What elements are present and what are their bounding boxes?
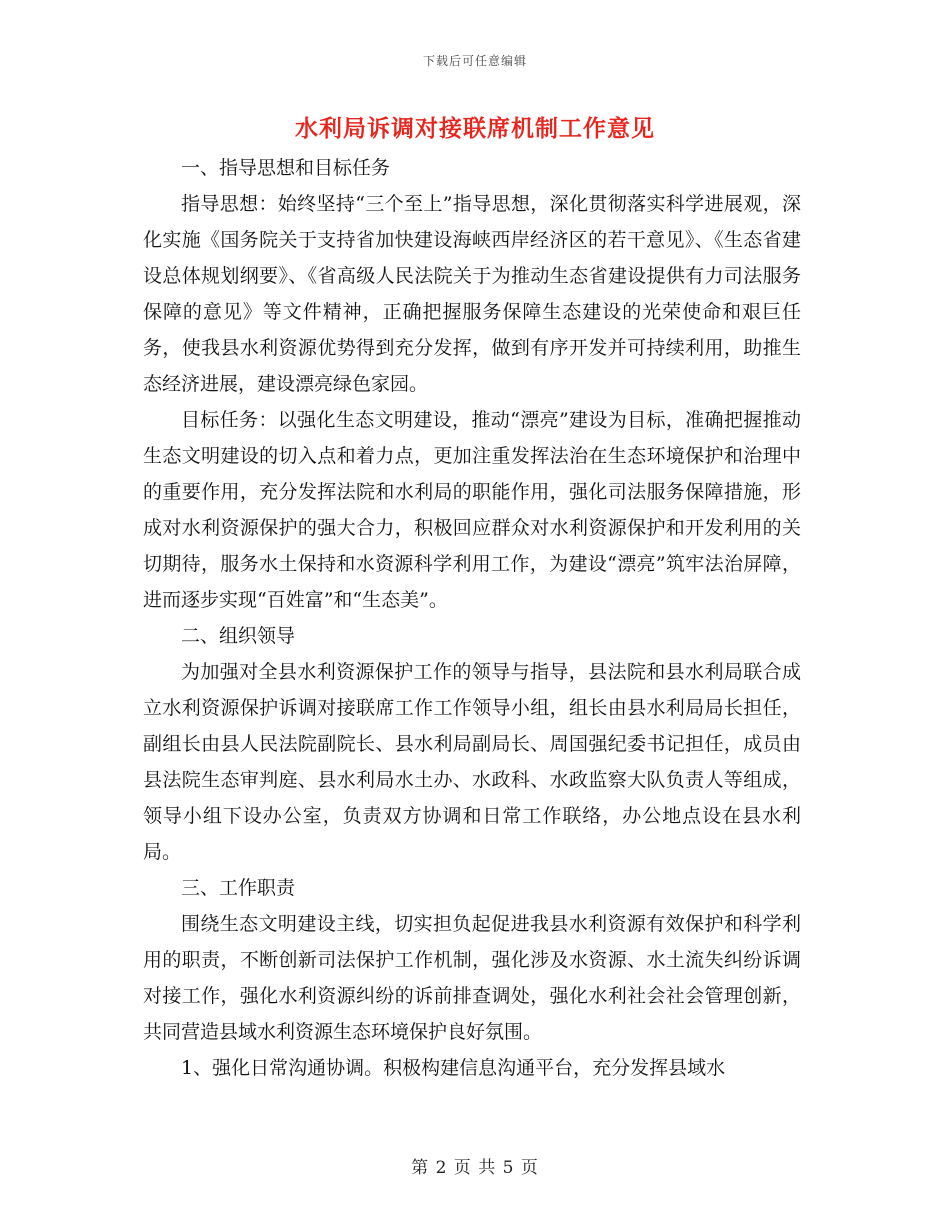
paragraph-duties: 围绕生态文明建设主线，切实担负起促进我县水利资源有效保护和科学利用的职责，不断创新司法保护工作机制，强化涉及水资源、水土流失纠纷诉调对接工作，强化水利资源纠纷的诉前排查调处，强化水利社会社会管理创新，共同营造县域水利资源生态环境保护良好氛围。 [143,913,801,1043]
section-heading-organization: 二、组织领导 [181,625,296,647]
paragraph-guiding-thought: 指导思想：始终坚持“三个至上”指导思想，深化贯彻落实科学进展观，深化实施《国务院关于支持省加快建设海峡西岸经济区的若干意见》、《生态省建设总体规划纲要》、《省高级人民法院关于为推动生态省建设提供有力司法服务保障的意见》等文件精神，正确把握服务保障生态建设的光荣使命和艰巨任务，使我县水利资源优势得到充分发挥，做到有序开发并可持续利用，助推生态经济进展，建设漂亮绿色家园。 [143,193,801,395]
section-heading-duties: 三、工作职责 [181,877,296,899]
document-body [143,150,801,1086]
paragraph-item-1: 1、强化日常沟通协调。积极构建信息沟通平台，充分发挥县域水 [181,1057,726,1079]
section-heading-guiding-thought: 一、指导思想和目标任务 [181,157,391,179]
document-title: 水利局诉调对接联席机制工作意见 [295,115,655,142]
paragraph-goals: 目标任务：以强化生态文明建设，推动“漂亮”建设为目标，准确把握推动生态文明建设的切入点和着力点，更加注重发挥法治在生态环境保护和治理中的重要作用，充分发挥法院和水利局的职能作用，强化司法服务保障措施，形成对水利资源保护的强大合力，积极回应群众对水利资源保护和开发利用的关切期待，服务水土保持和水资源科学利用工作，为建设“漂亮”筑牢法治屏障，进而逐步实现“百姓富”和“生态美”。 [143,409,801,611]
page-number: 第 2 页 共 5 页 [411,1158,539,1178]
paragraph-organization: 为加强对全县水利资源保护工作的领导与指导，县法院和县水利局联合成立水利资源保护诉调对接联席工作工作领导小组，组长由县水利局局长担任，副组长由县人民法院副院长、县水利局副局长、周国强纪委书记担任，成员由县法院生态审判庭、县水利局水土办、水政科、水政监察大队负责人等组成，领导小组下设办公室，负责双方协调和日常工作联络，办公地点设在县水利局。 [143,661,801,863]
page-header-note: 下载后可任意编辑 [422,54,527,68]
